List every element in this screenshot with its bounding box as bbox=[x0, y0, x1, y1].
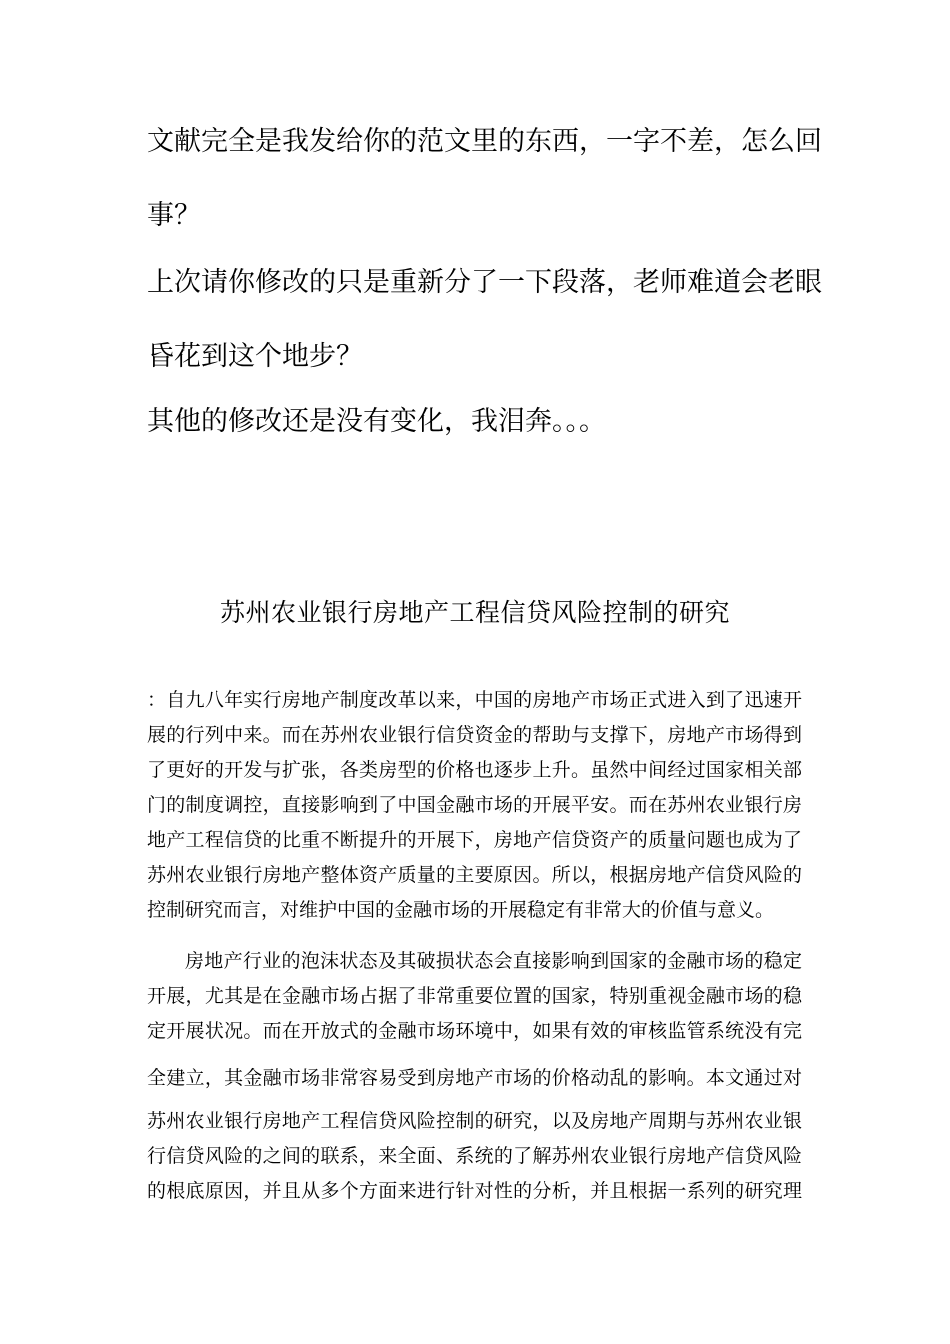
paragraph-line: 展的行列中来。而在苏州农业银行信贷资金的帮助与支撑下，房地产市场得到 bbox=[147, 724, 802, 746]
note-line: 上次请你修改的只是重新分了一下段落，老师难道会老眼 bbox=[147, 267, 822, 298]
paragraph-line: 的根底原因，并且从多个方面来进行针对性的分析，并且根据一系列的研究理 bbox=[147, 1180, 802, 1202]
paragraph-line: 苏州农业银行房地产整体资产质量的主要原因。所以，根据房地产信贷风险的 bbox=[147, 864, 802, 886]
paragraph-line: ：自九八年实行房地产制度改革以来，中国的房地产市场正式进入到了迅速开 bbox=[147, 689, 802, 711]
note-line: 事？ bbox=[147, 200, 201, 231]
paragraph-line: 了更好的开发与扩张，各类房型的价格也逐步上升。虽然中间经过国家相关部 bbox=[147, 759, 802, 781]
paragraph-line: 控制研究而言，对维护中国的金融市场的开展稳定有非常大的价值与意义。 bbox=[147, 899, 775, 921]
paragraph-line: 地产工程信贷的比重不断提升的开展下，房地产信贷资产的质量问题也成为了 bbox=[147, 829, 802, 851]
paragraph-line: 门的制度调控，直接影响到了中国金融市场的开展平安。而在苏州农业银行房 bbox=[147, 794, 802, 816]
paragraph-line: 苏州农业银行房地产工程信贷风险控制的研究，以及房地产周期与苏州农业银 bbox=[147, 1110, 802, 1132]
note-line: 文献完全是我发给你的范文里的东西，一字不差，怎么回 bbox=[147, 126, 822, 157]
paragraph-line: 行信贷风险的之间的联系，来全面、系统的了解苏州农业银行房地产信贷风险 bbox=[147, 1145, 802, 1167]
paragraph-line: 全建立，其金融市场非常容易受到房地产市场的价格动乱的影响。本文通过对 bbox=[147, 1067, 802, 1089]
note-line: 昏花到这个地步？ bbox=[147, 341, 363, 372]
note-line: 其他的修改还是没有变化，我泪奔。。。 bbox=[147, 406, 606, 437]
article-title: 苏州农业银行房地产工程信贷风险控制的研究 bbox=[219, 598, 730, 627]
paragraph-line: 开展，尤其是在金融市场占据了非常重要位置的国家，特别重视金融市场的稳 bbox=[147, 985, 802, 1007]
paragraph-line: 房地产行业的泡沫状态及其破损状态会直接影响到国家的金融市场的稳定 bbox=[185, 950, 802, 972]
paragraph-line: 定开展状况。而在开放式的金融市场环境中，如果有效的审核监管系统没有完 bbox=[147, 1020, 802, 1042]
